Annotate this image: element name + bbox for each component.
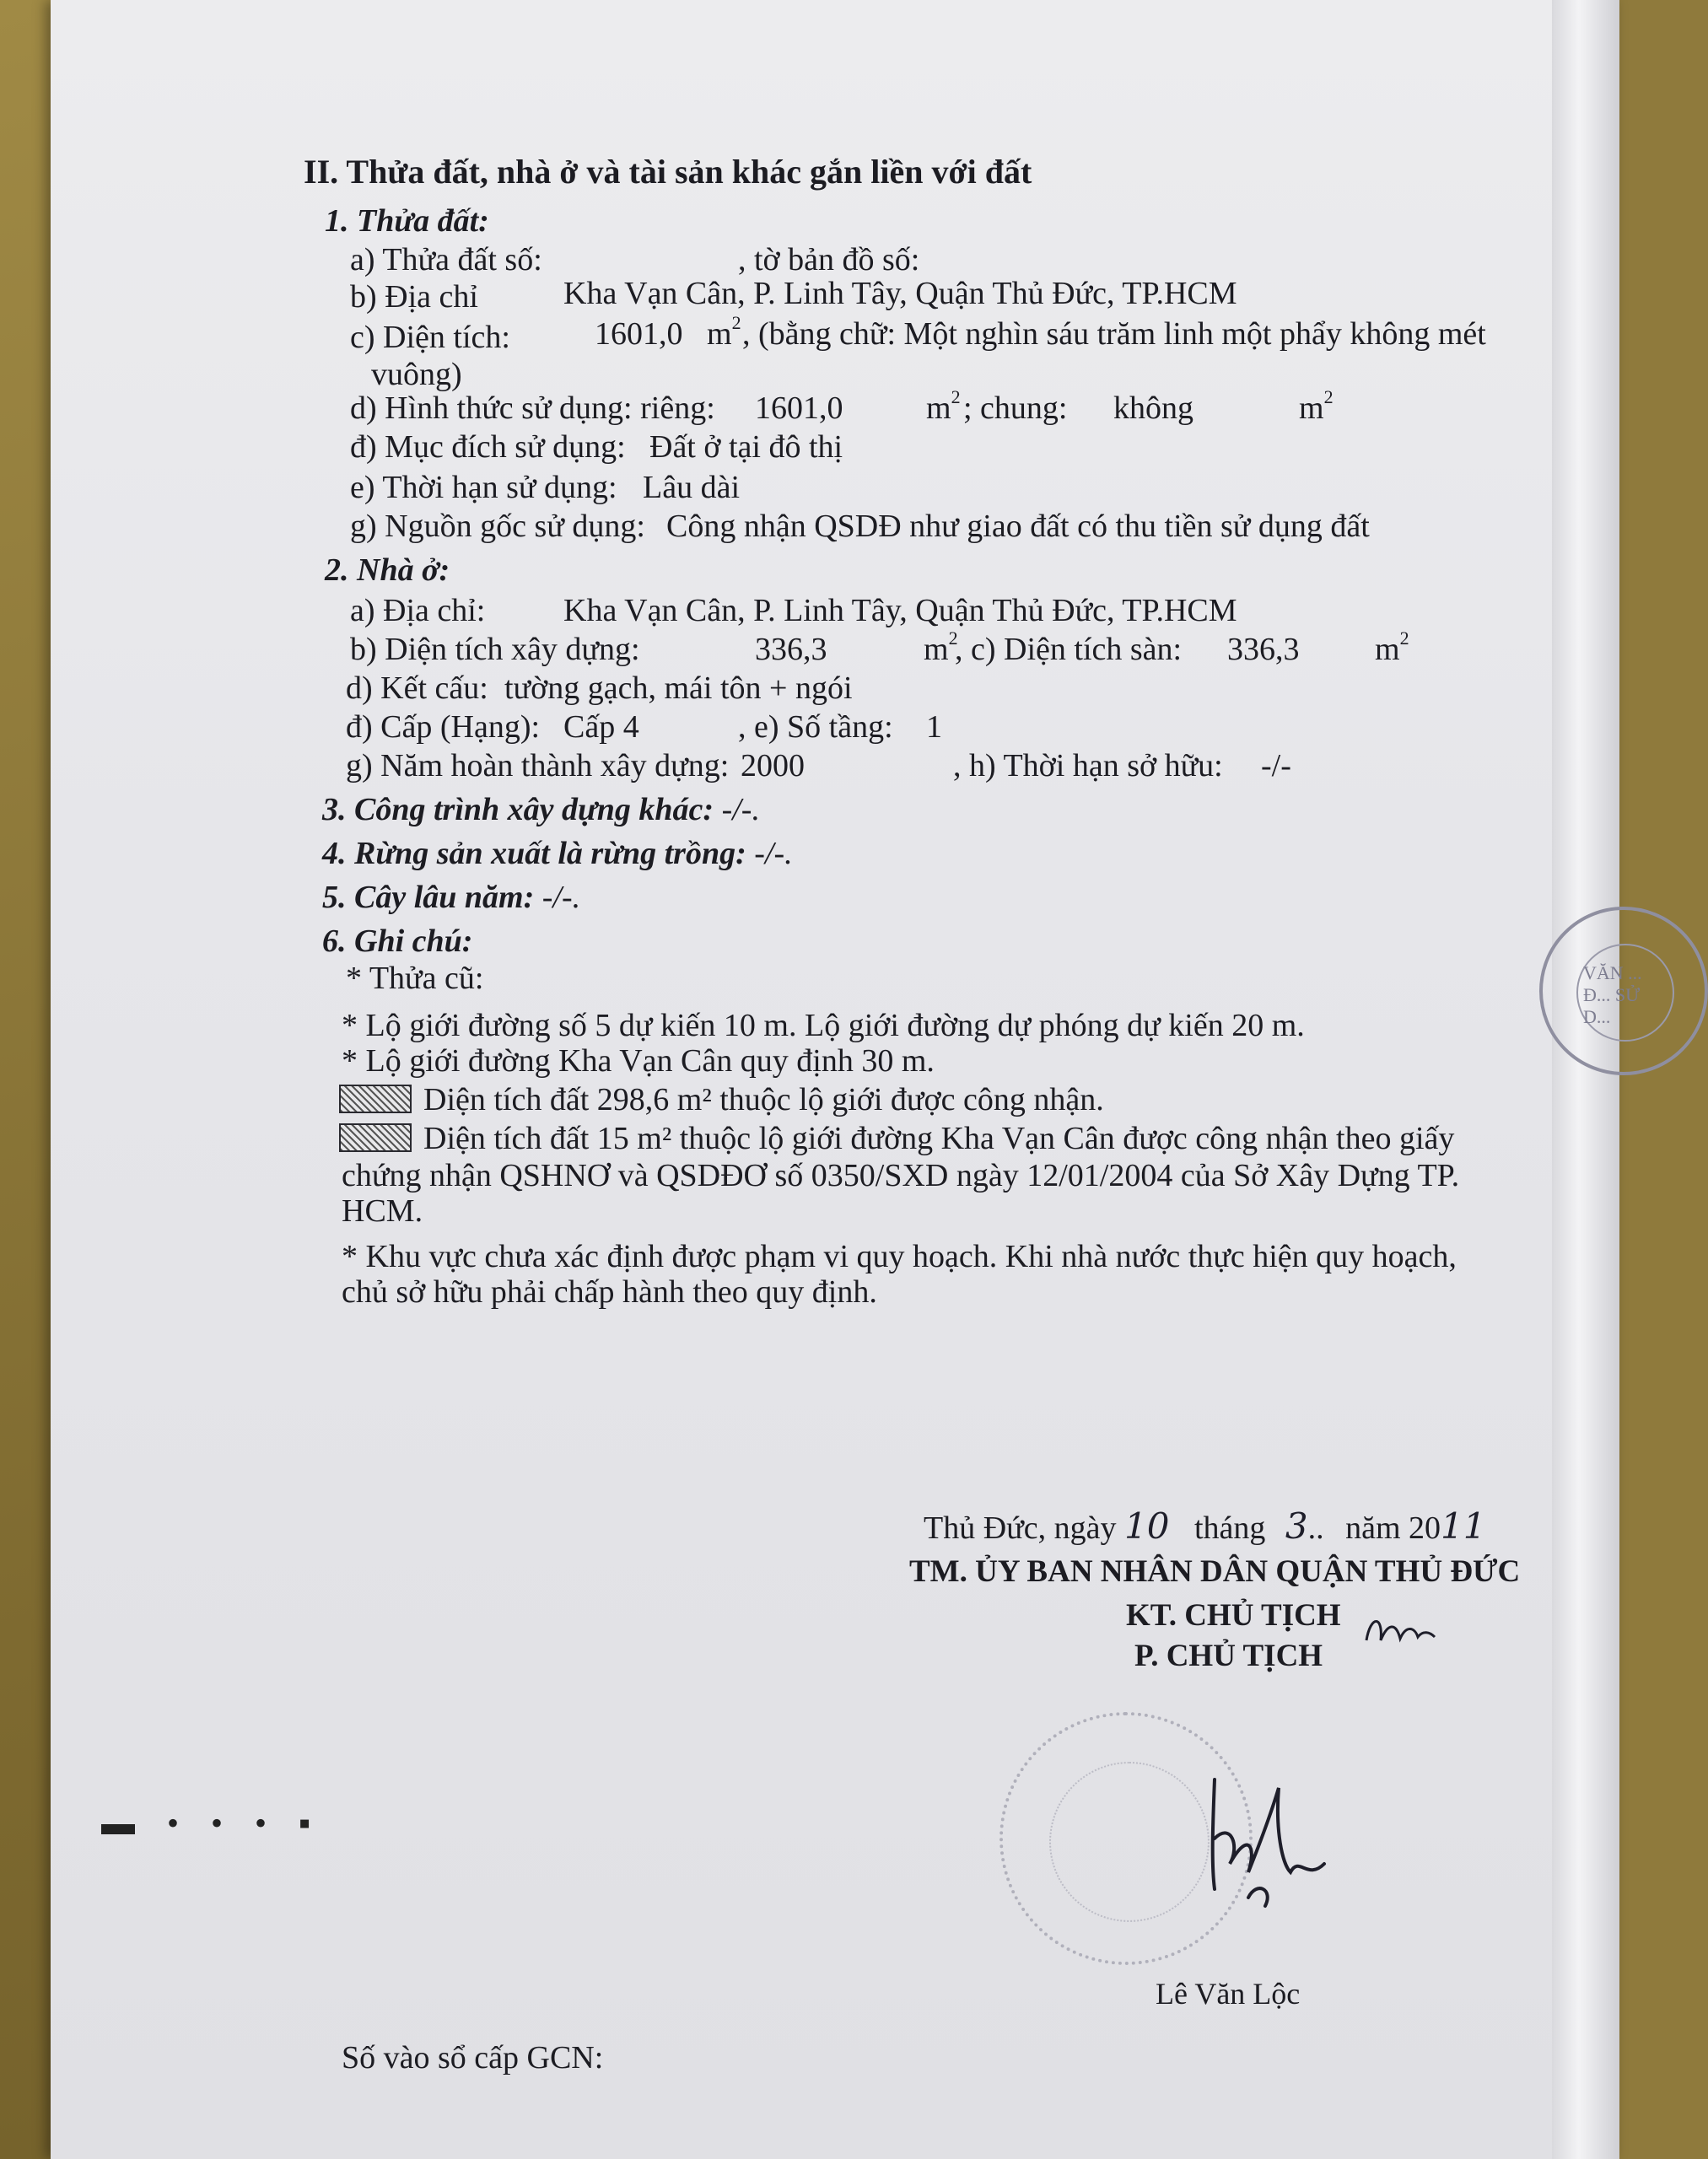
initials-signature-icon <box>1362 1607 1438 1657</box>
land-use-form-label: d) Hình thức sử dụng: riêng: <box>350 390 715 426</box>
production-forest: 4. Rừng sản xuất là rừng trồng: -/-. <box>322 836 793 871</box>
house-address-label: a) Địa chỉ: <box>350 593 486 628</box>
house-grade-value: Cấp 4 <box>563 709 639 745</box>
land-area-words-cont: vuông) <box>371 357 462 392</box>
land-use-private-unit: $m^2$ <box>926 386 961 426</box>
house-floors-label: , e) Số tầng: <box>738 709 893 745</box>
other-construction: 3. Công trình xây dựng khác: -/-. <box>322 792 760 827</box>
hatch-legend-icon <box>339 1085 412 1113</box>
note-area-15-cont2: HCM. <box>342 1193 423 1229</box>
signer-name: Lê Văn Lộc <box>1156 1977 1301 2011</box>
house-heading: 2. Nhà ở: <box>325 552 450 588</box>
land-term-label: e) Thời hạn sử dụng: <box>350 470 617 505</box>
sign-role-2: P. CHỦ TỊCH <box>1134 1639 1323 1673</box>
note-old-parcel: * Thửa cũ: <box>346 961 484 996</box>
edge-seal-stamp: VĂN ... Đ... SỬ D... <box>1539 907 1708 1075</box>
land-area-label: c) Diện tích: <box>350 320 510 355</box>
note-road-5: * Lộ giới đường số 5 dự kiến 10 m. Lộ giới đường dự phóng dự kiến 20 m. <box>342 1008 1305 1043</box>
land-area-unit: $m^2$ <box>707 312 741 352</box>
sign-date: Thủ Đức, ngày 10 tháng 3.. năm 2011 <box>924 1505 1486 1547</box>
house-structure-value: tường gạch, mái tôn + ngói <box>504 670 853 706</box>
house-floor-area-unit: $m^2$ <box>1375 627 1409 667</box>
land-use-shared: không <box>1113 390 1193 426</box>
land-purpose-value: Đất ở tại đô thị <box>649 429 843 465</box>
house-address-value: Kha Vạn Cân, P. Linh Tây, Quận Thủ Đức, TP.HCM <box>563 593 1237 628</box>
land-area-words: , (bằng chữ: Một nghìn sáu trăm linh một phẩy không mét <box>742 316 1486 352</box>
land-map-label: , tờ bản đồ số: <box>738 242 920 277</box>
house-build-area-unit: $m^2$ <box>924 627 958 667</box>
page-fold <box>1552 0 1619 2159</box>
note-planning-cont: chủ sở hữu phải chấp hành theo quy định. <box>342 1274 877 1310</box>
land-origin-label: g) Nguồn gốc sử dụng: <box>350 509 645 544</box>
land-area-value: 1601,0 <box>595 316 683 352</box>
note-area-15: Diện tích đất 15 m² thuộc lộ giới đường Kha Vạn Cân được công nhận theo giấy <box>339 1120 1454 1157</box>
stray-marks: ▬ • • • ▪ <box>101 1804 323 1842</box>
perennial-trees: 5. Cây lâu năm: -/-. <box>322 880 581 915</box>
land-address-label: b) Địa chỉ <box>350 279 478 315</box>
house-grade-label: đ) Cấp (Hạng): <box>346 709 541 745</box>
house-build-area-label: b) Diện tích xây dựng: <box>350 632 640 667</box>
land-use-shared-unit: $m^2$ <box>1299 386 1334 426</box>
land-term-value: Lâu dài <box>643 470 741 505</box>
note-area-298: Diện tích đất 298,6 m² thuộc lộ giới được công nhận. <box>339 1081 1104 1118</box>
house-floor-area-label: , c) Diện tích sàn: <box>955 632 1183 667</box>
registry-number-label: Số vào sổ cấp GCN: <box>342 2040 604 2076</box>
house-floors-value: 1 <box>926 709 942 745</box>
land-use-shared-label: ; chung: <box>963 390 1068 426</box>
land-heading: 1. Thửa đất: <box>325 203 489 239</box>
hatch-legend-icon <box>339 1123 412 1152</box>
house-ownership-value: -/- <box>1261 748 1291 783</box>
house-year-value: 2000 <box>741 748 805 783</box>
house-build-area-value: 336,3 <box>755 632 827 667</box>
land-purpose-label: đ) Mục đích sử dụng: <box>350 429 626 465</box>
section-title: II. Thửa đất, nhà ở và tài sản khác gắn liền với đất <box>304 153 1032 191</box>
house-ownership-label: , h) Thời hạn sở hữu: <box>953 748 1223 783</box>
land-origin-value: Công nhận QSDĐ như giao đất có thu tiền sử dụng đất <box>666 509 1370 544</box>
house-floor-area-value: 336,3 <box>1227 632 1300 667</box>
land-parcel-label: a) Thửa đất số: <box>350 242 542 277</box>
chairman-signature-icon <box>1198 1771 1366 1914</box>
land-use-private: 1601,0 <box>755 390 843 426</box>
house-year-label: g) Năm hoàn thành xây dựng: <box>346 748 730 783</box>
land-address-value: Kha Vạn Cân, P. Linh Tây, Quận Thủ Đức, TP.HCM <box>563 276 1237 311</box>
notes-heading: 6. Ghi chú: <box>322 923 473 959</box>
sign-role-1: KT. CHỦ TỊCH <box>1126 1598 1341 1633</box>
note-area-15-cont: chứng nhận QSHNƠ và QSDĐƠ số 0350/SXD ngày 12/01/2004 của Sở Xây Dựng TP. <box>342 1158 1460 1193</box>
house-structure-label: d) Kết cấu: <box>346 670 488 706</box>
sign-org: TM. ỦY BAN NHÂN DÂN QUẬN THỦ ĐỨC <box>909 1554 1521 1589</box>
note-road-kvc: * Lộ giới đường Kha Vạn Cân quy định 30 m. <box>342 1043 935 1079</box>
note-planning: * Khu vực chưa xác định được phạm vi quy hoạch. Khi nhà nước thực hiện quy hoạch, <box>342 1239 1457 1274</box>
